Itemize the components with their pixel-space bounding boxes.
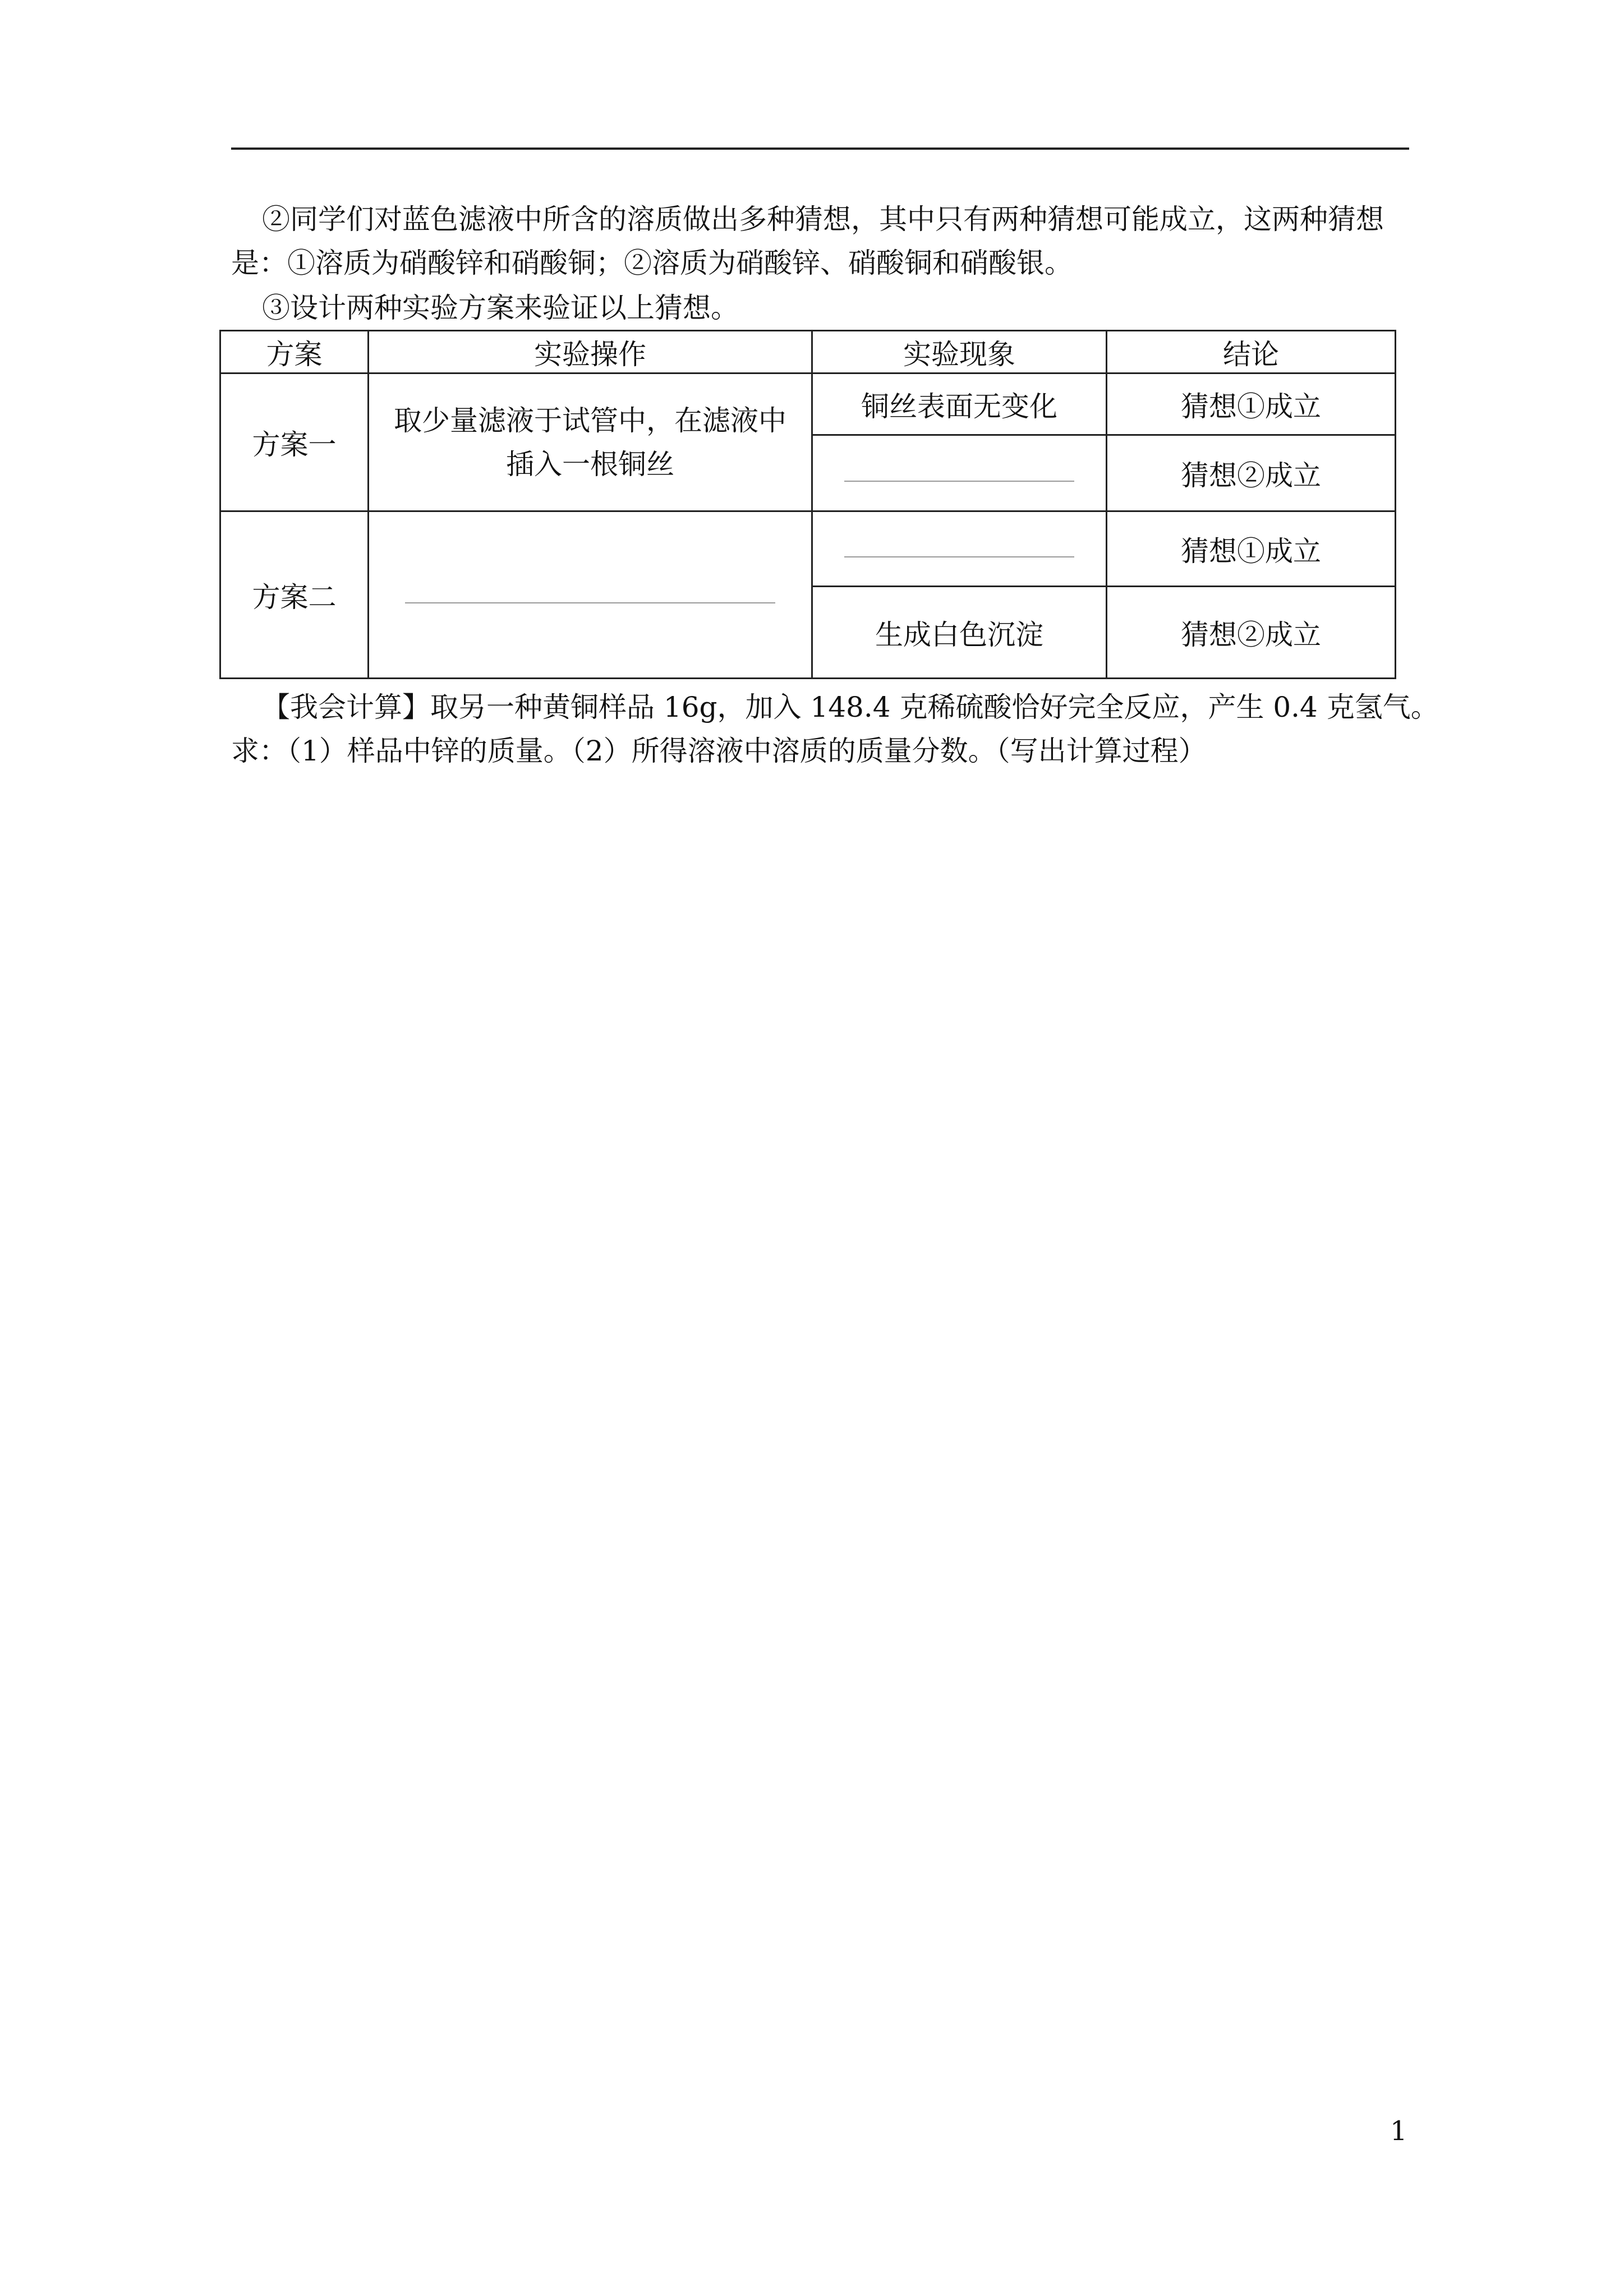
table-header-row: [220, 331, 1396, 374]
plan-two-conclusion-1: 猜想①成立: [1107, 511, 1396, 587]
answer-blank[interactable]: [405, 602, 775, 603]
plan-one-phenomenon-2: [812, 435, 1107, 511]
plan-one-phenomenon-1: 铜丝表面无变化: [812, 374, 1107, 435]
hypotheses-paragraph: [231, 197, 1409, 285]
table-row: [220, 374, 1396, 435]
plan-two-operation: [369, 511, 812, 679]
experiment-plan-table: [219, 330, 1396, 679]
design-line: ③设计两种实验方案来验证以上猜想。: [262, 292, 739, 324]
plan-one-operation-line-2: 插入一根铜丝: [506, 448, 674, 481]
hypotheses-line-1: ②同学们对蓝色滤液中所含的溶质做出多种猜想，其中只有两种猜想可能成立，这两种猜想: [262, 203, 1384, 236]
answer-blank[interactable]: [844, 556, 1074, 557]
plan-one-operation-line-1: 取少量滤液于试管中，在滤液中: [394, 404, 786, 437]
header-conclusion: 结论: [1107, 331, 1396, 374]
calculation-line-2: 求：（1）样品中锌的质量。（2）所得溶液中溶质的质量分数。（写出计算过程）: [231, 735, 1207, 767]
header-rule: [231, 147, 1409, 150]
plan-one-name: 方案一: [220, 374, 369, 511]
plan-two-phenomenon-2: 生成白色沉淀: [812, 587, 1107, 679]
plan-two-phenomenon-1: [812, 511, 1107, 587]
plan-two-conclusion-2: 猜想②成立: [1107, 587, 1396, 679]
plan-one-conclusion-2: 猜想②成立: [1107, 435, 1396, 511]
page-number: 1: [1390, 2115, 1407, 2147]
hypotheses-line-2: 是：①溶质为硝酸锌和硝酸铜；②溶质为硝酸锌、硝酸铜和硝酸银。: [231, 247, 1073, 279]
header-phenomenon: 实验现象: [812, 331, 1107, 374]
design-paragraph: [231, 286, 1409, 330]
plan-two-name: 方案二: [220, 511, 369, 679]
plan-one-conclusion-1: 猜想①成立: [1107, 374, 1396, 435]
answer-blank[interactable]: [844, 481, 1074, 482]
table-row: [220, 511, 1396, 587]
header-operation: 实验操作: [369, 331, 812, 374]
header-plan: 方案: [220, 331, 369, 374]
calculation-paragraph: [231, 685, 1439, 773]
plan-one-operation: [369, 374, 812, 511]
calculation-line-1: 【我会计算】取另一种黄铜样品 16g，加入 148.4 克稀硫酸恰好完全反应，产生 0.4 克氢气。: [262, 691, 1439, 723]
